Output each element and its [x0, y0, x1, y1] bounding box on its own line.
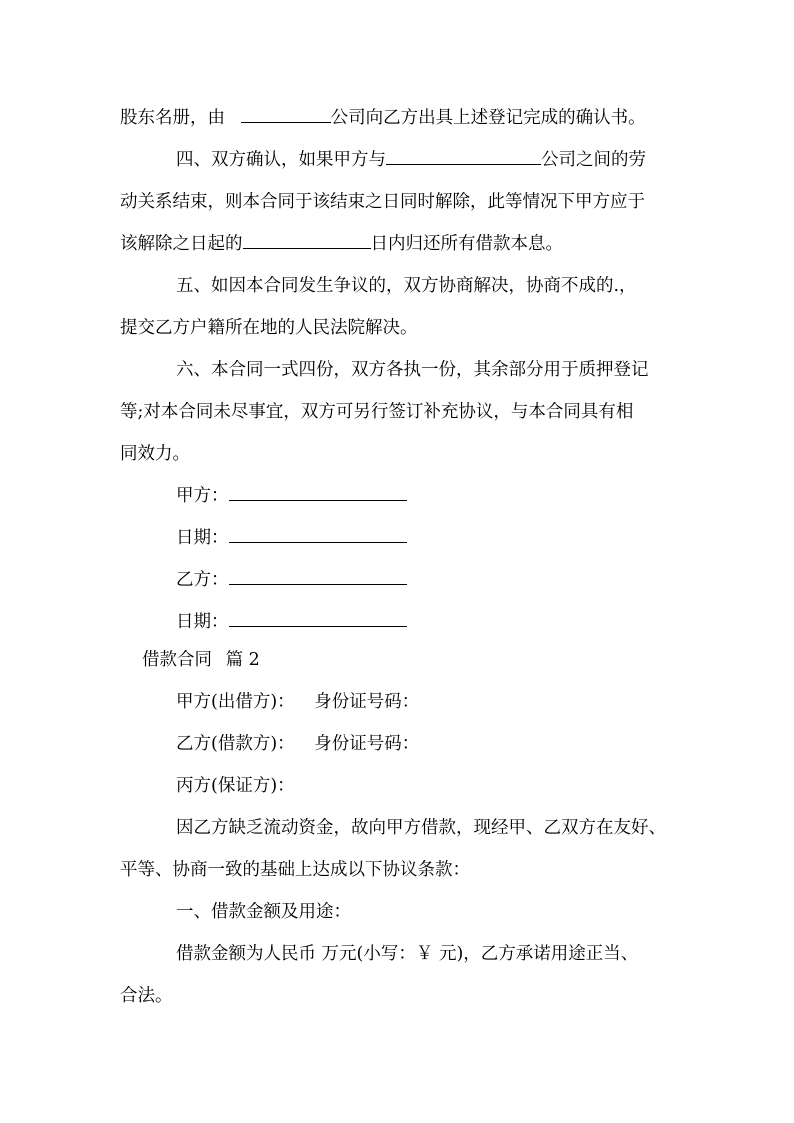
signature-label: 乙方： [176, 570, 229, 590]
party-b-line [176, 732, 736, 756]
intro-line1: 因乙方缺乏流动资金，故向甲方借款，现经甲、乙双方在友好、 [176, 818, 666, 838]
signature-blank[interactable] [229, 568, 407, 585]
amount-line2: 合法。 [120, 986, 173, 1006]
section-subtitle-text: 篇 2 [225, 650, 260, 670]
signature-blank[interactable] [229, 526, 407, 543]
party-c-line: 丙方(保证方)： [176, 776, 295, 796]
clause6-line1: 六、本合同一式四份，双方各执一份，其余部分用于质押登记 [176, 360, 649, 380]
employer-blank[interactable] [386, 148, 541, 165]
clause3-tail-line [120, 106, 680, 130]
signature-blank[interactable] [229, 610, 407, 627]
section-title-text: 借款合同 [142, 650, 212, 670]
clause6-line3: 同效力。 [120, 444, 190, 464]
amount-line1: 借款金额为人民币 万元(小写：￥ 元)，乙方承诺用途正当、 [176, 944, 639, 964]
clause4-line2: 动关系结束，则本合同于该结束之日同时解除，此等情况下甲方应于 [120, 192, 645, 212]
signature-date-a [176, 526, 736, 550]
days-blank[interactable] [243, 232, 371, 249]
clause5-line2: 提交乙方户籍所在地的人民法院解决。 [120, 318, 418, 338]
party-a-label: 甲方(出借方)： [176, 692, 295, 712]
signature-label: 日期： [176, 528, 229, 548]
item1-title: 一、借款金额及用途： [176, 902, 351, 922]
signature-party-a [176, 484, 736, 508]
clause4-line1 [176, 148, 736, 172]
party-b-label: 乙方(借款方)： [176, 734, 295, 754]
clause5-line1: 五、如因本合同发生争议的，双方协商解决，协商不成的.， [176, 276, 637, 296]
clause6-line2: 等;对本合同未尽事宜，双方可另行签订补充协议，与本合同具有相 [120, 402, 634, 422]
signature-label: 甲方： [176, 486, 229, 506]
clause4-text-c: 该解除之日起的 [120, 234, 243, 254]
clause3-text-a: 股东名册，由 [120, 108, 225, 128]
clause3-text-b: 公司向乙方出具上述登记完成的确认书。 [330, 108, 646, 128]
signature-blank[interactable] [229, 484, 407, 501]
intro-line2: 平等、协商一致的基础上达成以下协议条款： [120, 860, 470, 880]
clause4-line3 [120, 232, 680, 256]
clause4-text-b: 公司之间的劳 [541, 150, 646, 170]
party-a-line [176, 690, 736, 714]
id-label: 身份证号码： [314, 692, 420, 712]
section2-title [142, 648, 702, 672]
clause4-text-a: 四、双方确认，如果甲方与 [176, 150, 386, 170]
signature-date-b [176, 610, 736, 634]
clause4-text-d: 日内归还所有借款本息。 [370, 234, 563, 254]
signature-label: 日期： [176, 612, 229, 632]
signature-party-b [176, 568, 736, 592]
id-label: 身份证号码： [314, 734, 420, 754]
company-blank[interactable] [241, 106, 331, 123]
